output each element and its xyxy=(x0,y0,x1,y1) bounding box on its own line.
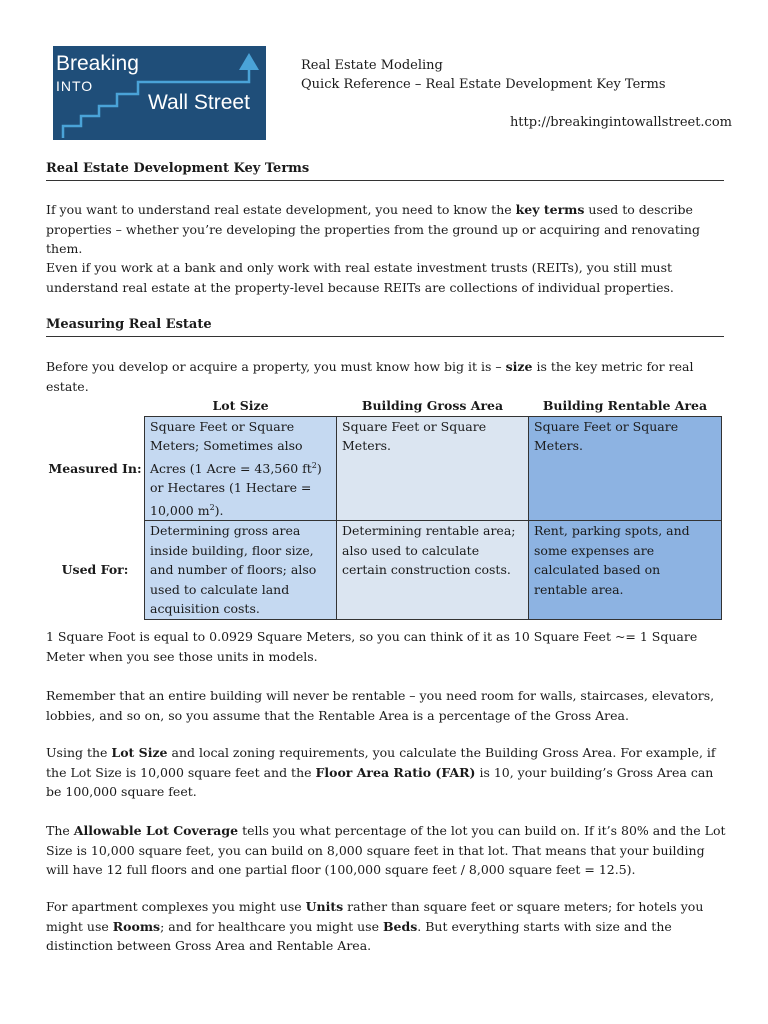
paragraph-size-intro: Before you develop or acquire a property, you must know how big it is – size is the key metric for real estate. xyxy=(46,359,694,394)
header-line-1: Real Estate Modeling xyxy=(301,58,443,73)
row-label-used-for: Used For: xyxy=(61,562,129,578)
cell-lot-size-used: Determining gross area inside building, floor size, and number of floors; also used to calculate land acquisition costs. xyxy=(145,521,337,620)
header-line-2: Quick Reference – Real Estate Development Key Terms xyxy=(301,77,666,92)
column-header-lot-size: Lot Size xyxy=(212,398,269,413)
cell-gross-area-measured: Square Feet or Square Meters. xyxy=(337,416,529,521)
paragraph-lot-size-far: Using the Lot Size and local zoning requirements, you calculate the Building Gross Area. For example, if the Lot Size is 10,000 square feet and the Floor Area Ratio (FAR) is 10, your building’s Gross Area can be 100,000 square feet. xyxy=(46,745,716,799)
paragraph-square-foot-conversion: 1 Square Foot is equal to 0.0929 Square Meters, so you can think of it as 10 Square Feet ~= 1 Square Meter when you see those units in models. xyxy=(46,629,698,664)
section-heading-measuring: Measuring Real Estate xyxy=(46,317,724,337)
table-header-row xyxy=(46,396,722,416)
row-label-measured-in: Measured In: xyxy=(48,460,142,476)
cell-rentable-area-used: Rent, parking spots, and some expenses are calculated based on rentable area. xyxy=(529,521,722,620)
column-header-rentable-area: Building Rentable Area xyxy=(542,398,708,413)
logo-text-into: INTO xyxy=(56,78,94,94)
logo-text-wall-street: Wall Street xyxy=(148,91,250,114)
table-row-measured-in xyxy=(46,416,722,521)
cell-rentable-area-measured: Square Feet or Square Meters. xyxy=(529,416,722,521)
paragraph-key-terms-intro: If you want to understand real estate development, you need to know the key terms used to describe properties – whether you’re developing the properties from the ground up or acquiring and renovating them. xyxy=(46,202,700,256)
table-row-used-for xyxy=(46,521,722,620)
logo xyxy=(53,46,266,140)
paragraph-lot-coverage: The Allowable Lot Coverage tells you what percentage of the lot you can build on. If it’s 80% and the Lot Size is 10,000 square feet, you can build on 8,000 square feet in that lot. That means that your building will have 12 full floors and one partial floor (100,000 square feet / 8,000 square feet = 12.5). xyxy=(46,823,726,877)
paragraph-rentable-percentage: Remember that an entire building will never be rentable – you need room for walls, staircases, elevators, lobbies, and so on, so you assume that the Rentable Area is a percentage of the Gross Area. xyxy=(46,688,715,723)
section-heading-key-terms: Real Estate Development Key Terms xyxy=(46,161,724,181)
cell-gross-area-used: Determining rentable area; also used to calculate certain construction costs. xyxy=(337,521,529,620)
header-titles xyxy=(301,56,666,94)
logo-text-breaking: Breaking xyxy=(56,52,139,75)
header-url-link[interactable]: http://breakingintowallstreet.com xyxy=(509,115,732,130)
paragraph-units-rooms-beds: For apartment complexes you might use Units rather than square feet or square meters; for hotels you might use Rooms; and for healthcare you might use Beds. But everything starts with size and the distinction between Gross Area and Rentable Area. xyxy=(46,899,704,953)
size-terms-table xyxy=(46,396,722,620)
column-header-gross-area: Building Gross Area xyxy=(361,398,504,413)
cell-lot-size-measured: Square Feet or Square Meters; Sometimes also Acres (1 Acre = 43,560 $ft^2$) or Hectares (1 Hectare = 10,000 $m^2$). xyxy=(145,416,337,521)
paragraph-reits: Even if you work at a bank and only work with real estate investment trusts (REITs), you still must understand real estate at the property-level because REITs are collections of individual properties. xyxy=(46,260,674,295)
